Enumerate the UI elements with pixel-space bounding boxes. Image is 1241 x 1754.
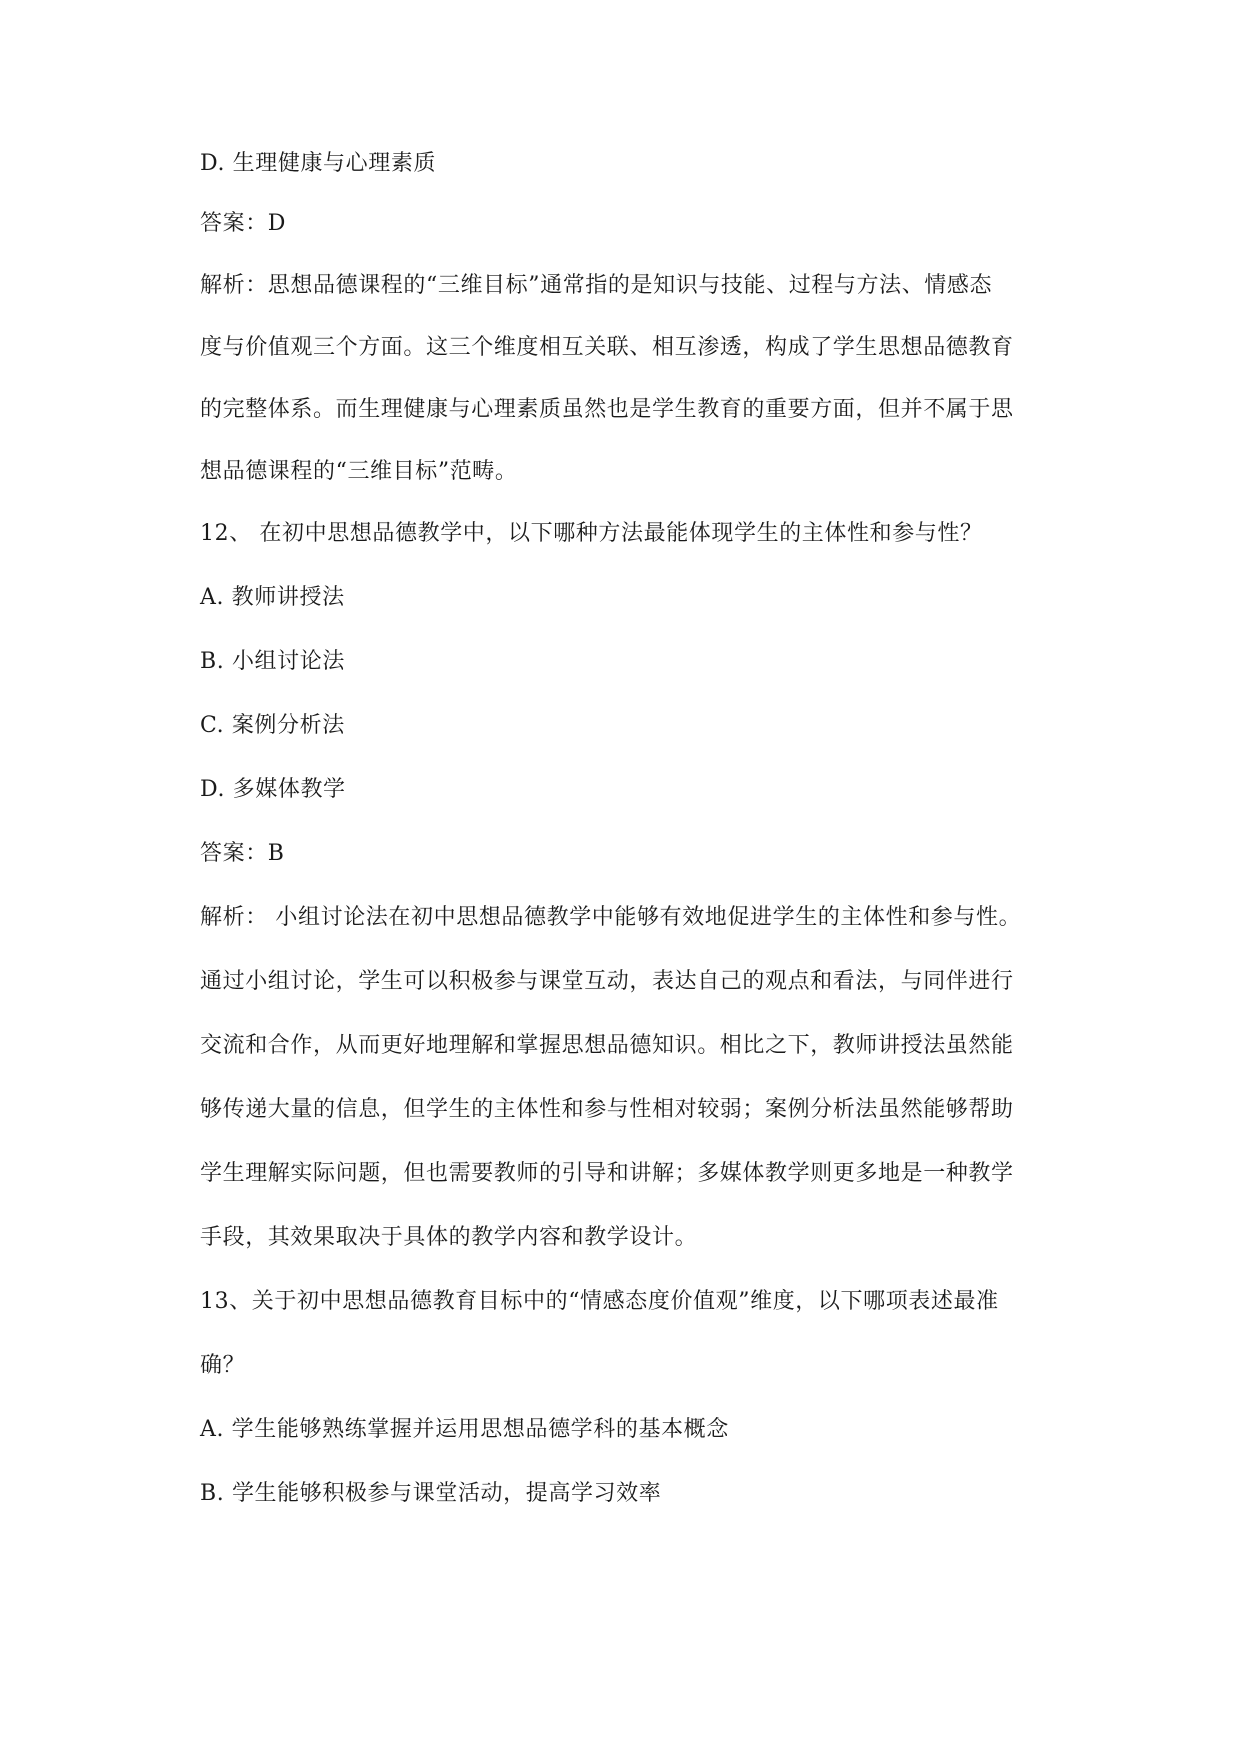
analysis-q11-line4: 想品德课程的“三维目标”范畴。 bbox=[200, 459, 518, 484]
answer-q12: 答案：B bbox=[200, 841, 285, 866]
option-a-q13: A. 学生能够熟练掌握并运用思想品德学科的基本概念 bbox=[200, 1417, 729, 1442]
question-12: 12、 在初中思想品德教学中，以下哪种方法最能体现学生的主体性和参与性？ bbox=[200, 521, 983, 546]
analysis-q12-line5: 学生理解实际问题，但也需要教师的引导和讲解；多媒体教学则更多地是一种教学 bbox=[200, 1161, 1014, 1186]
analysis-q11-line1: 解析：思想品德课程的“三维目标”通常指的是知识与技能、过程与方法、情感态 bbox=[200, 273, 993, 298]
option-d-q12: D. 多媒体教学 bbox=[200, 777, 346, 802]
analysis-q12-line6: 手段，其效果取决于具体的教学内容和教学设计。 bbox=[200, 1225, 698, 1250]
answer-q11: 答案：D bbox=[200, 211, 287, 236]
analysis-q12-line3: 交流和合作，从而更好地理解和掌握思想品德知识。相比之下，教师讲授法虽然能 bbox=[200, 1033, 1014, 1058]
option-b-q12: B. 小组讨论法 bbox=[200, 649, 345, 674]
analysis-q11-line2: 度与价值观三个方面。这三个维度相互关联、相互渗透，构成了学生思想品德教育 bbox=[200, 335, 1014, 360]
analysis-q12-line1: 解析： 小组讨论法在初中思想品德教学中能够有效地促进学生的主体性和参与性。 bbox=[200, 905, 1022, 930]
option-c-q12: C. 案例分析法 bbox=[200, 713, 345, 738]
analysis-q12-line4: 够传递大量的信息，但学生的主体性和参与性相对较弱；案例分析法虽然能够帮助 bbox=[200, 1097, 1014, 1122]
question-13-line1: 13、关于初中思想品德教育目标中的“情感态度价值观”维度，以下哪项表述最准 bbox=[200, 1289, 999, 1314]
question-13-line2: 确？ bbox=[200, 1353, 246, 1378]
analysis-q12-line2: 通过小组讨论，学生可以积极参与课堂互动，表达自己的观点和看法，与同伴进行 bbox=[200, 969, 1014, 994]
analysis-q11-line3: 的完整体系。而生理健康与心理素质虽然也是学生教育的重要方面，但并不属于思 bbox=[200, 397, 1014, 422]
option-b-q13: B. 学生能够积极参与课堂活动，提高学习效率 bbox=[200, 1481, 662, 1506]
option-d-q11: D. 生理健康与心理素质 bbox=[200, 151, 437, 176]
option-a-q12: A. 教师讲授法 bbox=[200, 585, 345, 610]
